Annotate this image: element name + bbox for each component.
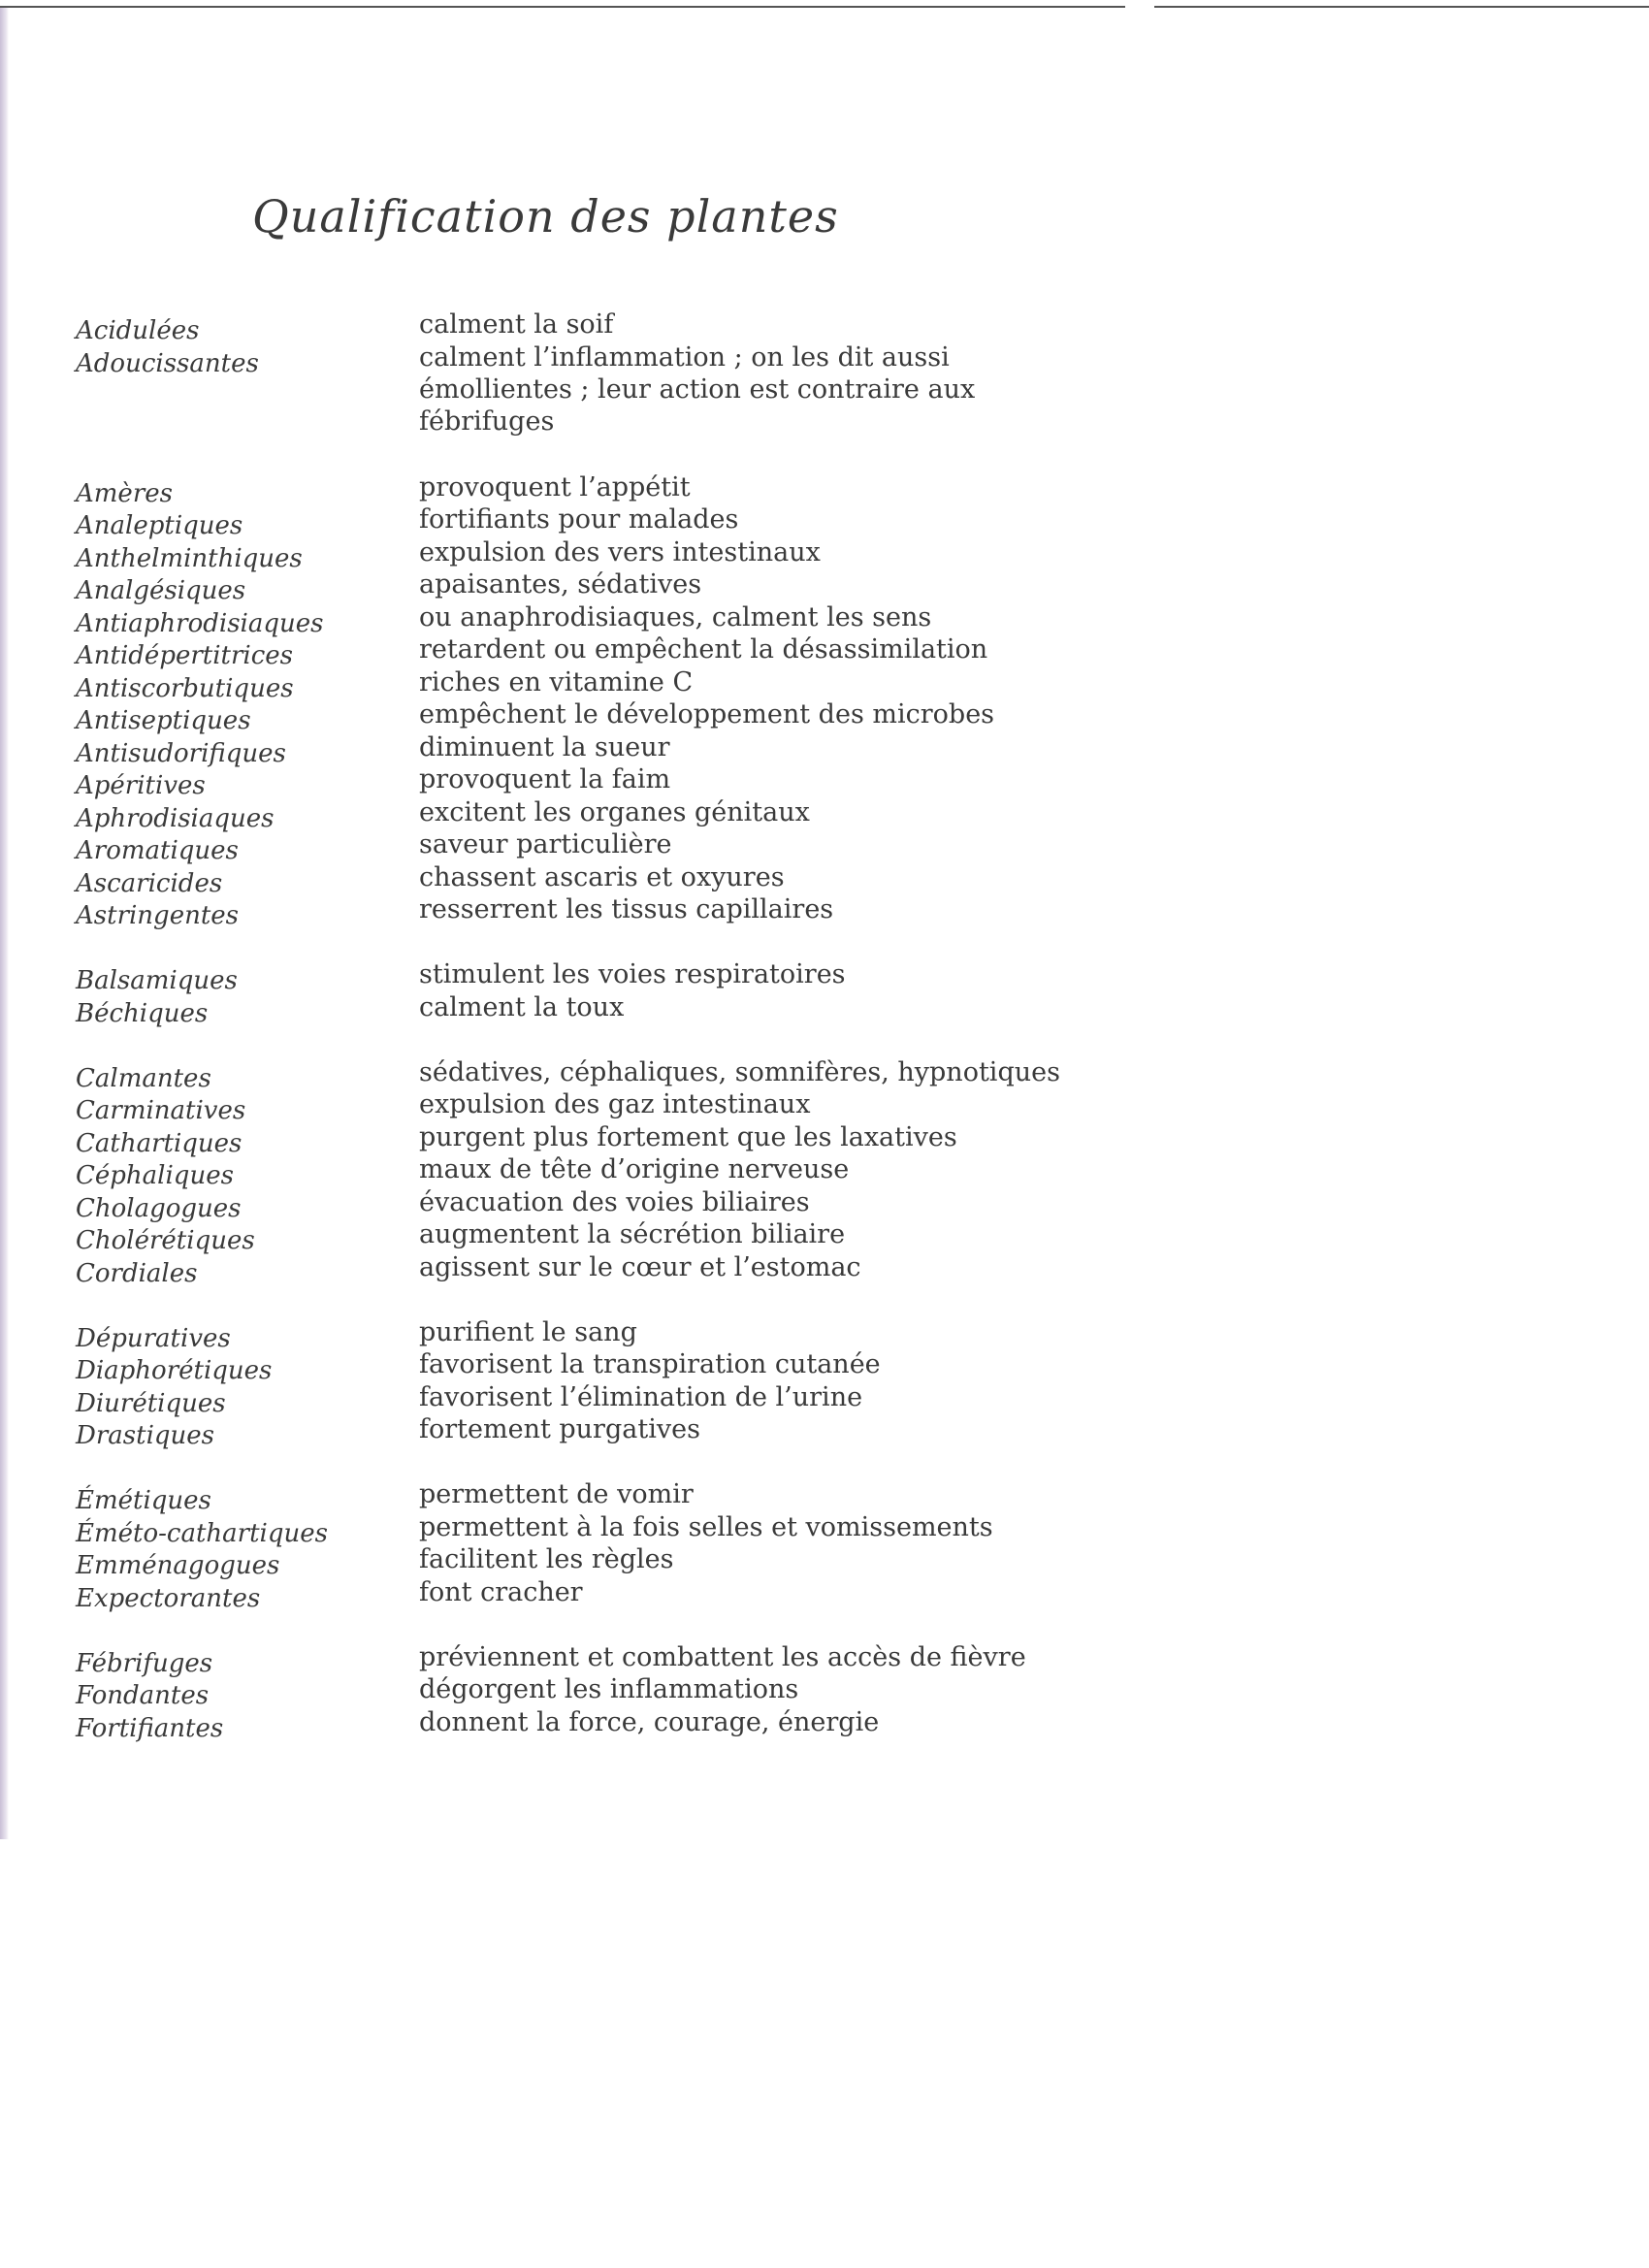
definition-line: calment la soif bbox=[419, 309, 614, 340]
entry-term: Emménagogues bbox=[76, 1551, 280, 1580]
definition-line: augmentent la sécrétion biliaire bbox=[419, 1219, 846, 1249]
definition-line: resserrent les tissus capillaires bbox=[419, 894, 834, 924]
definition-line: retardent ou empêchent la désassimilation bbox=[419, 634, 988, 664]
definition-line: donnent la force, courage, énergie bbox=[419, 1706, 880, 1737]
definition-line: ou anaphrodisiaques, calment les sens bbox=[419, 601, 932, 632]
entry-term: Anthelminthiques bbox=[76, 543, 303, 573]
entry-term: Dépuratives bbox=[76, 1323, 231, 1353]
definition-line: évacuation des voies biliaires bbox=[419, 1186, 810, 1217]
entry-definition bbox=[419, 828, 1040, 860]
definition-line: stimulent les voies respiratoires bbox=[419, 959, 846, 989]
entry-definition bbox=[419, 1218, 1040, 1250]
definition-line: apaisantes, sédatives bbox=[419, 569, 702, 599]
definition-line: purifient le sang bbox=[419, 1316, 637, 1347]
definition-line: font cracher bbox=[419, 1576, 583, 1607]
entry-term: Astringentes bbox=[76, 901, 240, 930]
entry-term: Aphrodisiaques bbox=[76, 803, 275, 833]
entry-definition bbox=[419, 1673, 1040, 1705]
entry-definition bbox=[419, 991, 1040, 1023]
definition-line: purgent plus fortement que les laxatives bbox=[419, 1121, 957, 1152]
entry-definition bbox=[419, 1413, 1040, 1445]
entry-definition bbox=[419, 1348, 1040, 1380]
entry-definition bbox=[419, 796, 1040, 828]
definition-line: chassent ascaris et oxyures bbox=[419, 861, 785, 892]
entry-term: Analgésiques bbox=[76, 576, 246, 605]
entry-definition bbox=[419, 471, 1040, 503]
entry-definition bbox=[419, 861, 1040, 893]
entry-term: Aromatiques bbox=[76, 836, 239, 865]
entry-definition bbox=[419, 1186, 1040, 1218]
entry-term: Antiseptiques bbox=[76, 706, 251, 735]
entry-term: Diurétiques bbox=[76, 1388, 226, 1418]
entry-term: Drastiques bbox=[76, 1421, 214, 1450]
definition-line: fortifiants pour malades bbox=[419, 504, 739, 535]
entry-definition bbox=[419, 1576, 1040, 1608]
entry-term: Balsamiques bbox=[76, 966, 238, 995]
entry-definition bbox=[419, 1056, 1060, 1088]
entry-definition bbox=[419, 1316, 1040, 1348]
definition-line: provoquent la faim bbox=[419, 764, 671, 794]
entry-term: Analeptiques bbox=[76, 511, 243, 540]
entry-term: Calmantes bbox=[76, 1063, 211, 1093]
entry-term: Cordiales bbox=[76, 1258, 198, 1288]
entry-definition bbox=[419, 503, 1040, 535]
entry-definition bbox=[419, 698, 1040, 730]
entry-definition bbox=[419, 1153, 1040, 1185]
entry-definition bbox=[419, 536, 1040, 568]
entry-definition bbox=[419, 1251, 1040, 1283]
definition-line: émollientes ; leur action est contraire aux bbox=[419, 373, 976, 405]
entry-term: Fébrifuges bbox=[76, 1648, 213, 1678]
entry-definition bbox=[419, 666, 1040, 698]
entry-definition bbox=[419, 1511, 1040, 1543]
entry-definition bbox=[419, 1088, 1040, 1120]
entry-definition bbox=[419, 763, 1040, 795]
definition-line: excitent les organes génitaux bbox=[419, 796, 810, 827]
entry-definition bbox=[419, 958, 1040, 990]
definition-line: permettent à la fois selles et vomissements bbox=[419, 1511, 993, 1542]
entry-definition bbox=[419, 601, 1040, 633]
entry-definition bbox=[419, 308, 1040, 340]
entry-term: Cholérétiques bbox=[76, 1226, 255, 1255]
entry-definition bbox=[419, 731, 1040, 763]
definition-line: permettent de vomir bbox=[419, 1479, 694, 1509]
definition-line: provoquent l’appétit bbox=[419, 471, 691, 502]
definition-line: sédatives, céphaliques, somnifères, hypnotiques bbox=[419, 1056, 1060, 1087]
definition-line: facilitent les règles bbox=[419, 1544, 674, 1574]
entry-term: Ascaricides bbox=[76, 868, 223, 898]
entry-definition bbox=[419, 1121, 1040, 1153]
entry-term: Fondantes bbox=[76, 1681, 210, 1710]
entry-term: Antisudorifiques bbox=[76, 738, 286, 768]
entry-term: Béchiques bbox=[76, 998, 209, 1028]
entry-term: Émétiques bbox=[76, 1486, 211, 1515]
page-title: Qualification des plantes bbox=[252, 190, 839, 243]
definition-line: calment l’inflammation ; on les dit aussi bbox=[419, 341, 950, 373]
entry-term: Fortifiantes bbox=[76, 1713, 224, 1743]
entry-definition bbox=[419, 1381, 1040, 1413]
definition-line: favorisent l’élimination de l’urine bbox=[419, 1381, 863, 1412]
entry-definition bbox=[419, 893, 1040, 925]
entry-term: Adoucissantes bbox=[76, 348, 259, 378]
definition-line: empêchent le développement des microbes bbox=[419, 699, 995, 729]
entry-term: Antiscorbutiques bbox=[76, 673, 294, 703]
entry-term: Cholagogues bbox=[76, 1193, 242, 1223]
entry-term: Apéritives bbox=[76, 771, 206, 800]
entry-definition bbox=[419, 341, 1040, 437]
definition-line: dégorgent les inflammations bbox=[419, 1674, 799, 1704]
entry-definition bbox=[419, 633, 1040, 665]
entry-term: Expectorantes bbox=[76, 1583, 261, 1613]
definition-line: diminuent la sueur bbox=[419, 731, 670, 762]
definition-line: fébrifuges bbox=[419, 405, 555, 437]
entry-term: Céphaliques bbox=[76, 1161, 234, 1190]
definition-line: expulsion des vers intestinaux bbox=[419, 536, 821, 567]
definition-line: préviennent et combattent les accès de fièvre bbox=[419, 1641, 1026, 1672]
entry-term: Éméto-cathartiques bbox=[76, 1518, 328, 1548]
definition-line: expulsion des gaz intestinaux bbox=[419, 1089, 811, 1119]
entry-definition bbox=[419, 1478, 1040, 1510]
entry-definition bbox=[419, 1641, 1040, 1673]
entry-definition bbox=[419, 1706, 1040, 1738]
definition-line: saveur particulière bbox=[419, 829, 672, 859]
entry-definition bbox=[419, 568, 1040, 600]
entry-term: Amères bbox=[76, 478, 173, 508]
entry-term: Acidulées bbox=[76, 316, 200, 345]
entry-term: Diaphorétiques bbox=[76, 1356, 273, 1385]
entry-definition bbox=[419, 1543, 1040, 1575]
definition-line: calment la toux bbox=[419, 991, 625, 1022]
entry-term: Carminatives bbox=[76, 1096, 246, 1125]
definition-line: fortement purgatives bbox=[419, 1414, 700, 1444]
entry-term: Antidépertitrices bbox=[76, 641, 294, 670]
entry-term: Antiaphrodisiaques bbox=[76, 608, 324, 638]
definition-line: riches en vitamine C bbox=[419, 666, 694, 697]
entry-term: Cathartiques bbox=[76, 1128, 242, 1158]
definition-line: maux de tête d’origine nerveuse bbox=[419, 1154, 850, 1184]
definition-line: agissent sur le cœur et l’estomac bbox=[419, 1251, 861, 1282]
definition-line: favorisent la transpiration cutanée bbox=[419, 1349, 881, 1379]
